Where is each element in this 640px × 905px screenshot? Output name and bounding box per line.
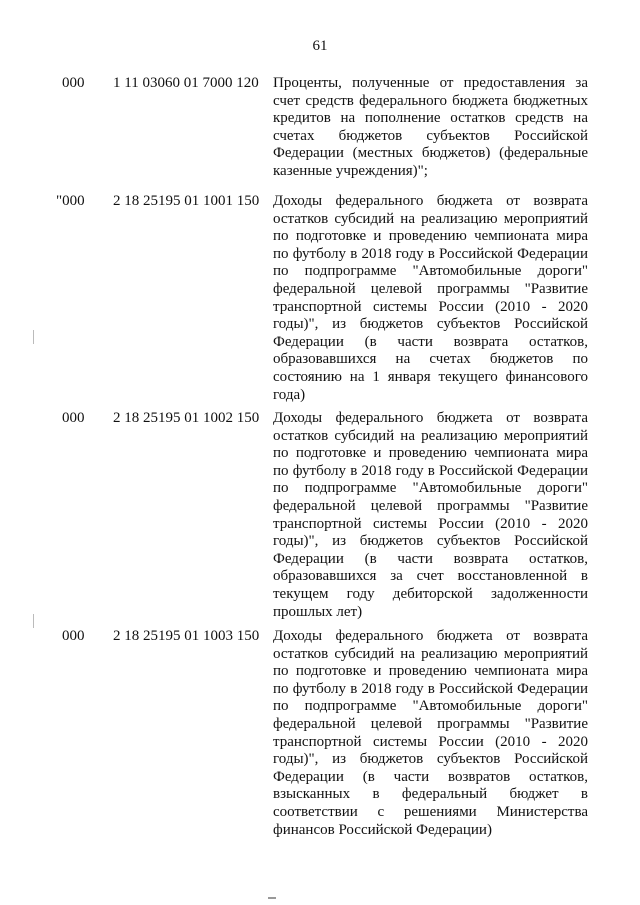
description-line: Федерации (местных бюджетов) (федеральные	[273, 145, 588, 162]
description-line: федеральной целевой программы "Развитие	[273, 715, 588, 732]
description-line: казенные учреждения)";	[273, 162, 428, 179]
description-line: остатков субсидий на реализацию мероприятий	[273, 645, 588, 662]
description-line: по футболу в 2018 году в Российской Федерации	[273, 462, 588, 479]
income-description	[273, 410, 588, 621]
description-line: по футболу в 2018 году в Российской Федерации	[273, 680, 588, 697]
description-line: транспортной системы России (2010 - 2020	[273, 515, 588, 532]
description-line: финансов Российской Федерации)	[273, 821, 492, 838]
description-line: Проценты, полученные от предоставления за	[273, 75, 588, 91]
description-line: образовавшихся за счет восстановленной в	[273, 568, 588, 585]
description-line: транспортной системы России (2010 - 2020	[273, 298, 588, 315]
description-line: по футболу в 2018 году в Российской Федерации	[273, 245, 588, 262]
income-description	[273, 628, 588, 839]
description-line: по подпрограмме "Автомобильные дороги"	[273, 480, 588, 497]
description-line: кредитов на пополнение остатков средств на	[273, 110, 588, 127]
admin-code: 000	[62, 75, 85, 91]
budget-classification-code: 2 18 25195 01 1001 150	[113, 193, 260, 209]
description-line: счетах бюджетов субъектов Российской	[273, 127, 588, 144]
description-line: федеральной целевой программы "Развитие	[273, 497, 588, 514]
budget-classification-code: 2 18 25195 01 1002 150	[113, 410, 260, 426]
description-line: по подготовке и проведению чемпионата мира	[273, 228, 588, 245]
admin-code: "000	[56, 193, 85, 209]
budget-classification-code: 2 18 25195 01 1003 150	[113, 628, 260, 644]
description-line: годы)", из бюджетов субъектов Российской	[273, 316, 588, 333]
description-line: Доходы федерального бюджета от возврата	[273, 628, 588, 644]
description-line: Федерации (в части возвратов остатков,	[273, 768, 588, 785]
description-line: транспортной системы России (2010 - 2020	[273, 733, 588, 750]
description-line: остатков субсидий на реализацию мероприятий	[273, 210, 588, 227]
description-line: образовавшихся на счетах бюджетов по	[273, 351, 588, 368]
description-line: прошлых лет)	[273, 603, 363, 620]
description-line: Доходы федерального бюджета от возврата	[273, 410, 588, 426]
description-line: годы)", из бюджетов субъектов Российской	[273, 533, 588, 550]
description-line: Доходы федерального бюджета от возврата	[273, 193, 588, 209]
description-line: взысканных в федеральный бюджет в	[273, 786, 588, 803]
income-description	[273, 193, 588, 404]
description-line: по подпрограмме "Автомобильные дороги"	[273, 698, 588, 715]
margin-mark	[33, 330, 34, 344]
description-line: счет средств федерального бюджета бюджетных	[273, 92, 588, 109]
description-line: состоянию на 1 января текущего финансового	[273, 368, 588, 385]
description-line: Федерации (в части возврата остатков,	[273, 550, 588, 567]
description-line: по подпрограмме "Автомобильные дороги"	[273, 263, 588, 280]
description-line: Федерации (в части возврата остатков,	[273, 333, 588, 350]
description-line: годы)", из бюджетов субъектов Российской	[273, 751, 588, 768]
page-number: 61	[312, 38, 328, 54]
description-line: соответствии с решениями Министерства	[273, 803, 588, 820]
admin-code: 000	[62, 410, 85, 426]
description-line: по подготовке и проведению чемпионата мира	[273, 445, 588, 462]
page-footer-mark	[268, 897, 276, 899]
budget-classification-code: 1 11 03060 01 7000 120	[113, 75, 259, 91]
description-line: остатков субсидий на реализацию мероприятий	[273, 427, 588, 444]
description-line: текущем году дебиторской задолженности	[273, 585, 588, 602]
description-line: года)	[273, 386, 306, 403]
description-line: по подготовке и проведению чемпионата мира	[273, 663, 588, 680]
margin-mark	[33, 614, 34, 628]
income-description	[273, 75, 588, 181]
description-line: федеральной целевой программы "Развитие	[273, 280, 588, 297]
admin-code: 000	[62, 628, 85, 644]
